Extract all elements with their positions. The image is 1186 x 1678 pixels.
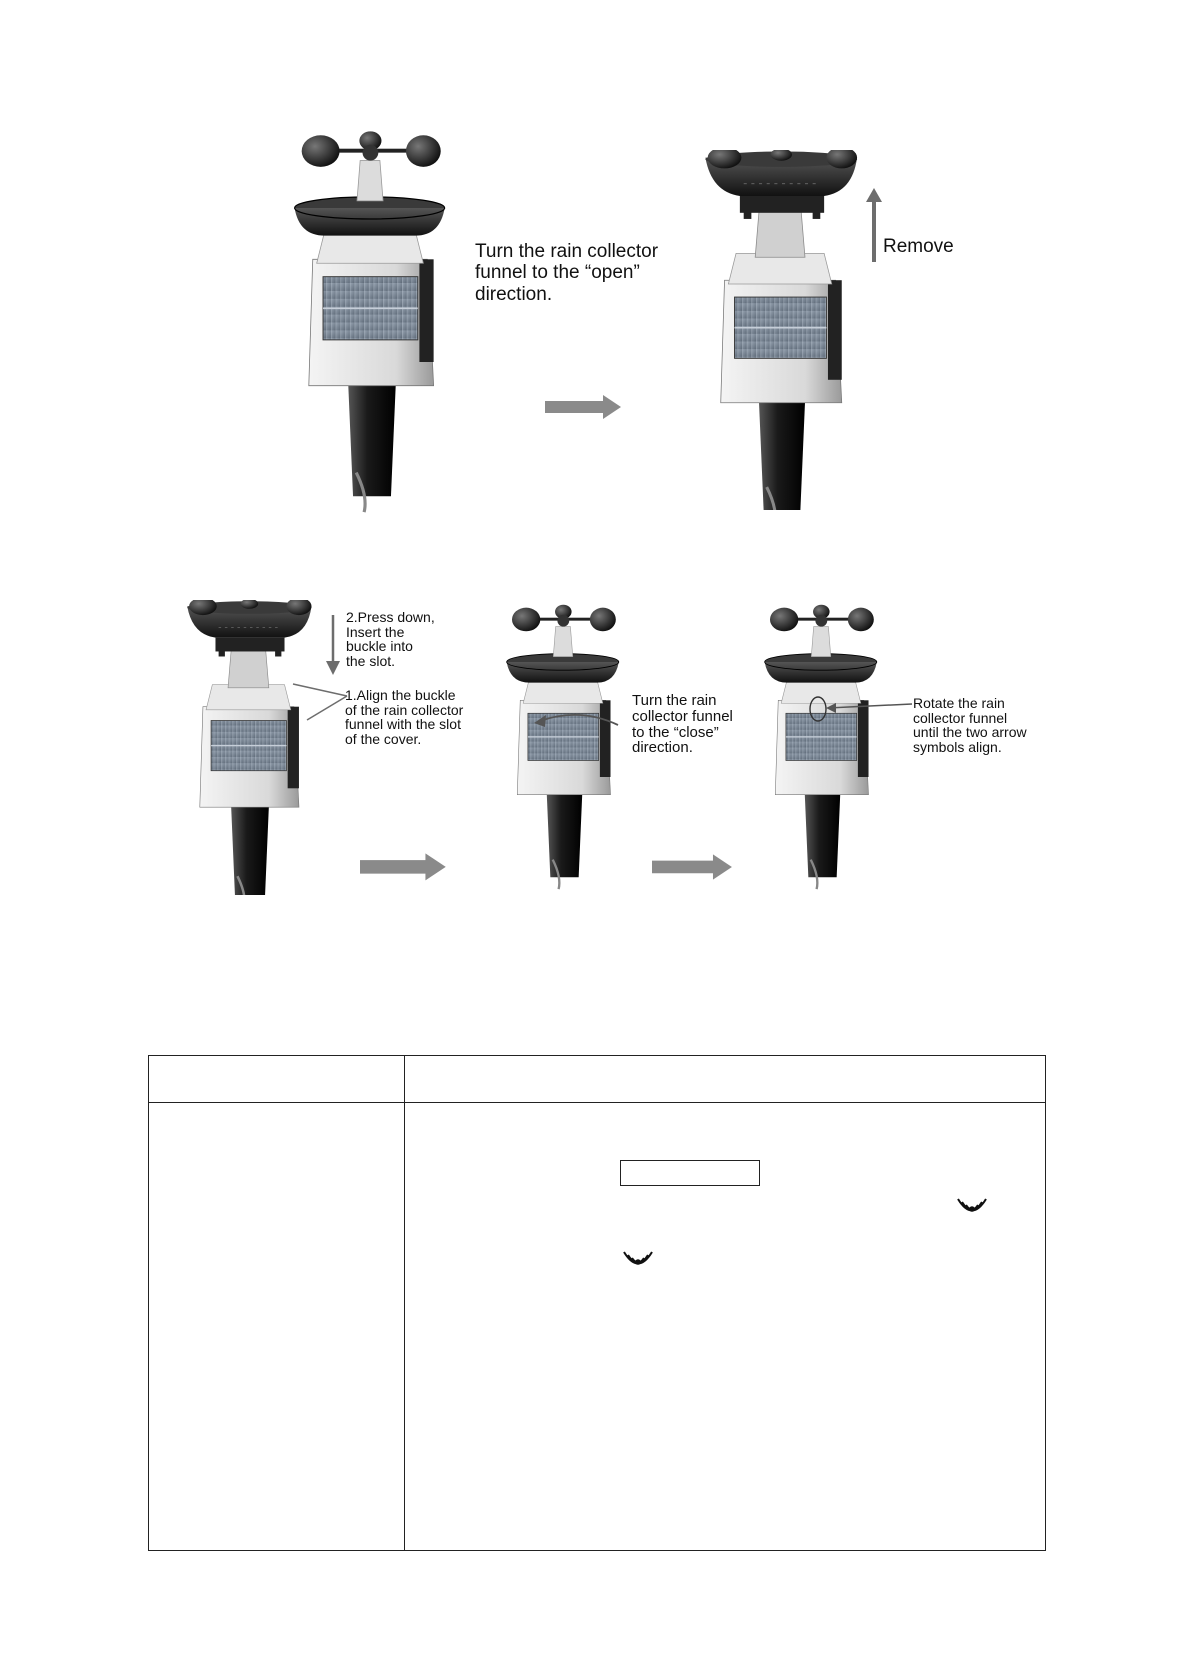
sensor-image-insert [170, 600, 330, 895]
signal-strength-icon [623, 1245, 653, 1275]
signal-strength-icon [957, 1192, 987, 1222]
caption-rotate-align: Rotate the rain collector funnel until the two arrow symbols align. [913, 695, 1027, 756]
table-header-divider [149, 1102, 1045, 1103]
sensor-image-turn-close [487, 600, 642, 895]
sensor-image-aligned [745, 600, 900, 895]
arrow-right-icon [652, 853, 734, 883]
align-marker [808, 694, 918, 724]
arrow-right-icon [545, 395, 623, 421]
caption-align-buckle: 1.Align the buckle of the rain collector funnel with the slot of the cover. [345, 687, 464, 748]
arrow-right-icon [360, 853, 448, 883]
caption-press-down: 2.Press down, Insert the buckle into the slot. [346, 609, 435, 670]
sensor-image-assembled [272, 125, 472, 520]
info-table [148, 1055, 1046, 1551]
sensor-image-funnel-lifted [682, 150, 882, 510]
arrow-up-icon [866, 188, 882, 262]
pointer-lines [285, 680, 350, 740]
table-column-divider [404, 1056, 405, 1550]
table-boxed-field [620, 1160, 760, 1186]
caption-remove: Remove [883, 236, 954, 257]
caption-turn-open: Turn the rain collector funnel to the “open” direction. [475, 241, 659, 305]
arrow-down-icon [326, 615, 340, 675]
caption-turn-close: Turn the rain collector funnel to the “close” direction. [632, 692, 733, 757]
rotation-arrow [530, 705, 620, 730]
